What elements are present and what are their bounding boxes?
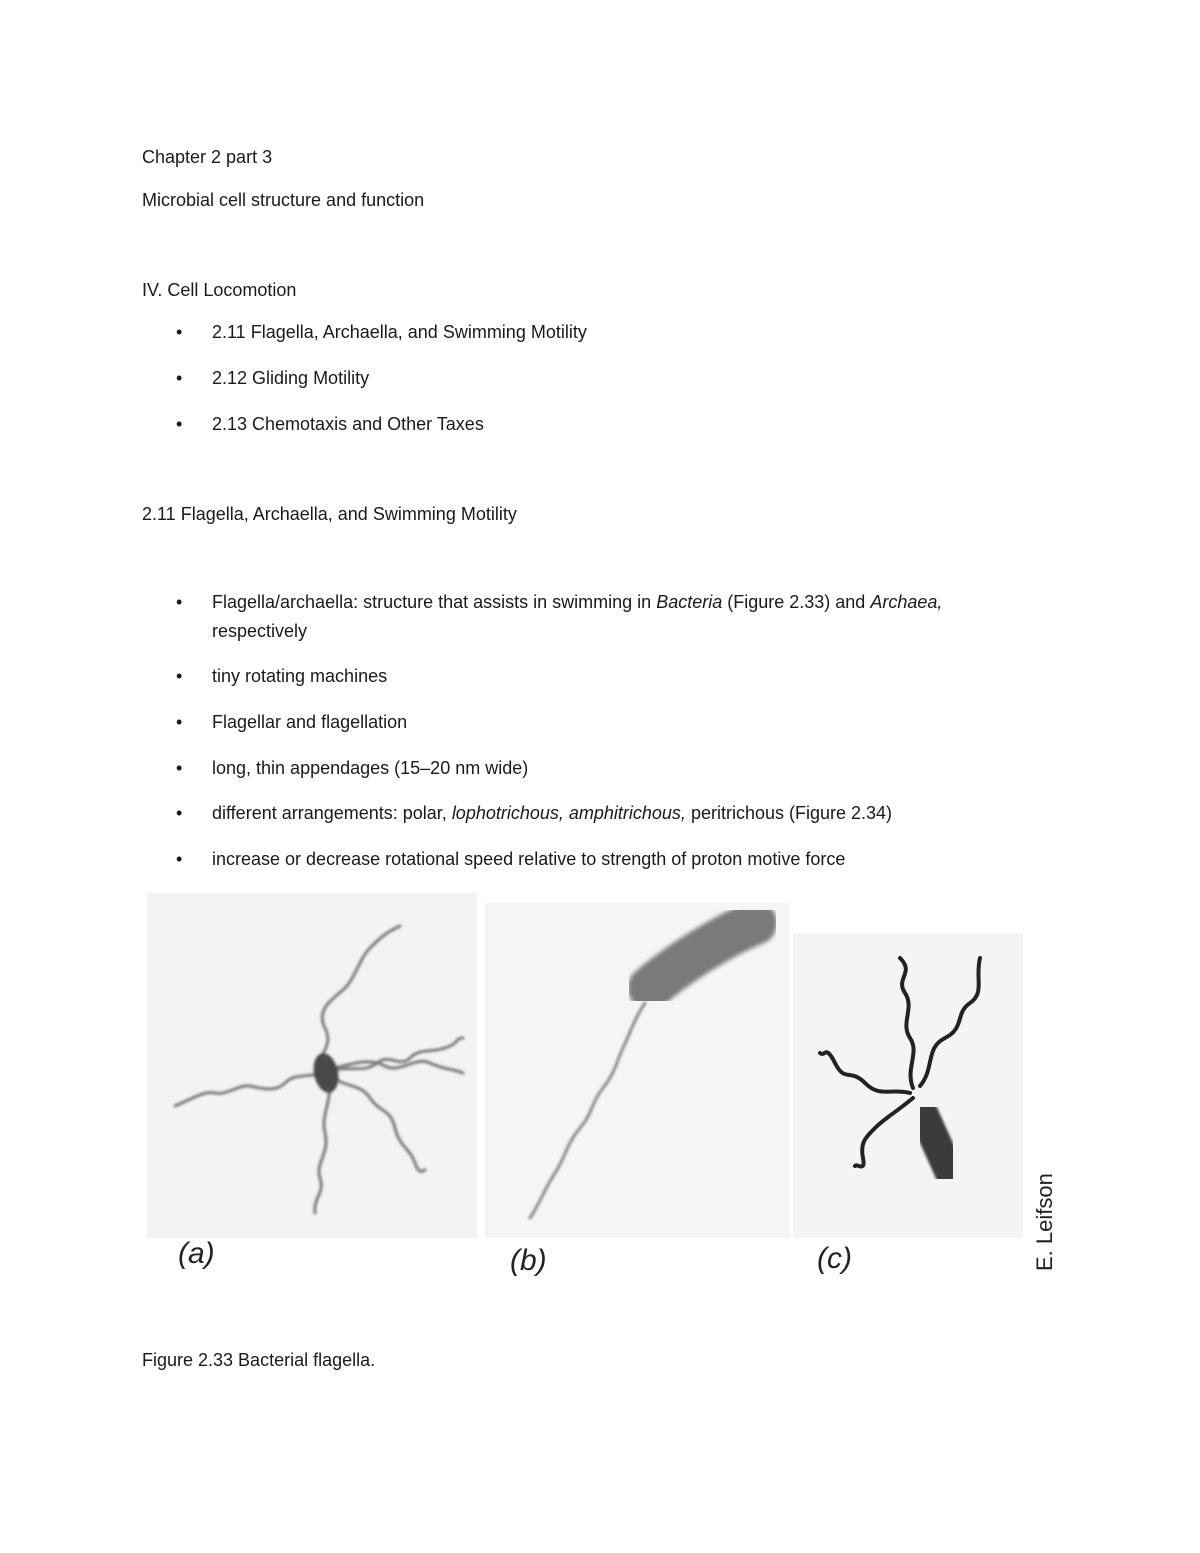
panel-c-background [793,933,1023,1238]
bullet-icon: • [176,758,183,778]
figure-caption: Figure 2.33 Bacterial flagella. [142,1350,376,1370]
document-page: Chapter 2 part 3 Microbial cell structure and function IV. Cell Locomotion • 2.11 Flagella, Archaella, and Swimming Motility • 2.12 Gliding Motility • 2.13 Chemotaxis and Other Taxes 2.11 Flagella, Archaella, and Swimming Motility • Flagella/archaella: structure that assists in swimming in Bacteria (Figure 2.33) and Archaea, respectively • tiny rotating machines • Flagellar and flagellation • long, thin appendages (15–20 nm wide) • different arrangements: polar, lophotrichous, amphitrichous, peritrichous (Figure 2.34) • increase or decrease rotational speed relative to strength of proton motive force (a) (b) (c) E. Leifson Figure 2.33 Bacterial flagella. [0,0,1200,1553]
bullet-icon: • [176,666,183,686]
section-211-heading: 2.11 Flagella, Archaella, and Swimming Motility [142,504,517,524]
panel-b-background [485,903,790,1238]
flagella-micrographs [145,888,1065,1293]
section-iv-heading: IV. Cell Locomotion [142,280,297,300]
chapter-title: Chapter 2 part 3 [142,147,273,167]
bullet-icon: • [176,803,183,823]
bullet-icon: • [176,368,183,388]
panel-c-label: (c) [817,1242,852,1275]
panel-b-label: (b) [510,1244,547,1277]
panel-a-label: (a) [178,1237,215,1270]
bullet-icon: • [176,322,183,342]
photo-credit: E. Leifson [1032,1173,1057,1271]
chapter-subtitle: Microbial cell structure and function [142,190,425,210]
bullet-icon: • [176,849,183,869]
bullet-icon: • [176,414,183,434]
panel-a-background [147,893,477,1238]
flagella-figure [145,888,1065,1293]
bullet-icon: • [176,592,183,612]
bullet-icon: • [176,712,183,732]
